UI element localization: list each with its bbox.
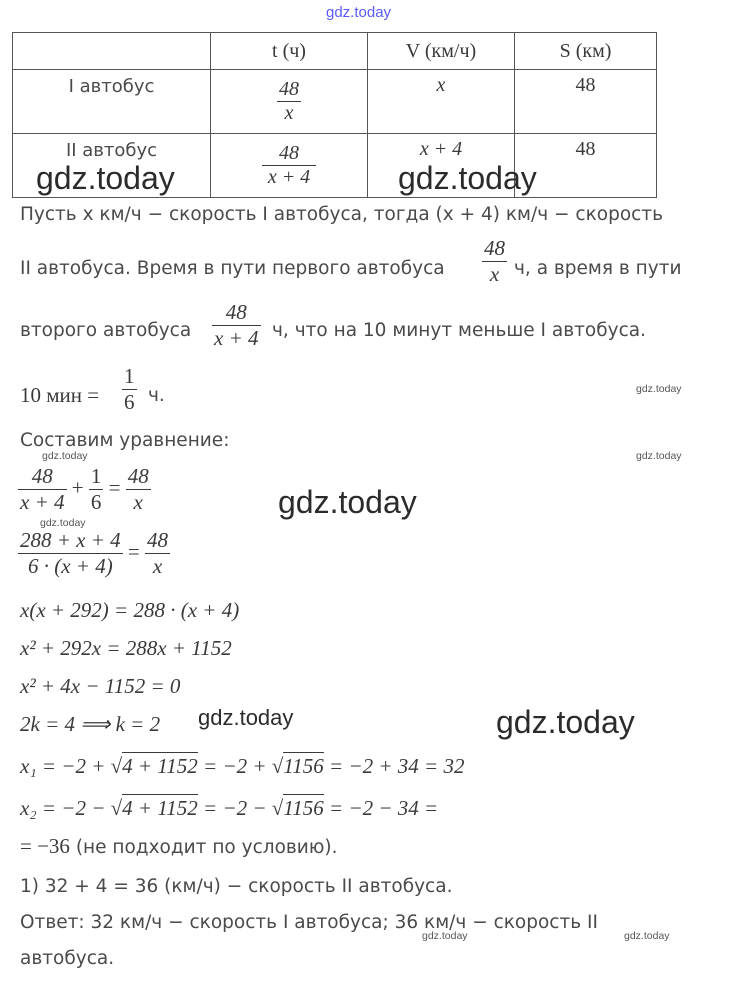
- equation-6: 2k = 4 ⟹ k = 2: [20, 712, 161, 736]
- cell-distance-bus1: 48: [515, 70, 657, 134]
- row-label-bus1: I автобус: [13, 70, 211, 134]
- equation-1: $\frac{48}{x + 4}$ + $\frac{1}{6}$ = $\frac{48}{x}$: [20, 464, 149, 514]
- table-header-empty: [13, 33, 211, 70]
- watermark-big: gdz.today: [278, 484, 417, 520]
- watermark-top: gdz.today: [326, 4, 392, 21]
- watermark-small: gdz.today: [636, 383, 682, 395]
- text-paragraph-3b: ч, что на 10 минут меньше I автобуса.: [272, 320, 646, 341]
- equation-8: x₂ = −2 − √4 + 1152 = −2 − √1156 = −2 − 34 =: [20, 796, 439, 820]
- fraction-48-x-plus-4: $\frac{48}{x + 4}$: [262, 142, 316, 189]
- watermark-medium: gdz.today: [198, 705, 294, 730]
- text-step-1: 1) 32 + 4 = 36 (км/ч) − скорость II автобуса.: [20, 876, 453, 897]
- text-paragraph-1: Пусть x км/ч − скорость I автобуса, тогда (x + 4) км/ч − скорость: [20, 204, 663, 225]
- watermark-small: gdz.today: [624, 930, 670, 942]
- fraction-48-x: $\frac{48}{x}$: [484, 236, 505, 286]
- watermark-big: gdz.today: [398, 160, 537, 196]
- cell-time-bus1: [211, 70, 368, 134]
- text-make-equation: Составим уравнение:: [20, 430, 230, 451]
- watermark-big: gdz.today: [496, 704, 635, 740]
- equation-3: x(x + 292) = 288 · (x + 4): [20, 598, 240, 622]
- cell-speed-bus1: x: [368, 70, 515, 134]
- table-header-distance: S (км): [515, 33, 657, 70]
- equation-5: x² + 4x − 1152 = 0: [20, 674, 181, 698]
- fraction-48-x-plus-4: $\frac{48}{x + 4}$: [214, 300, 259, 350]
- table-header-time: t (ч): [211, 33, 368, 70]
- cell-distance-bus2: 48: [515, 134, 657, 198]
- text-answer-end: автобуса.: [20, 948, 115, 969]
- table-row: [13, 70, 657, 134]
- equation-9: = −36 (не подходит по условию).: [20, 834, 338, 858]
- watermark-big: gdz.today: [36, 160, 175, 196]
- text-hours: ч.: [148, 385, 165, 406]
- text-paragraph-3a: второго автобуса: [20, 320, 192, 341]
- text-paragraph-2a: II автобуса. Время в пути первого автобуса: [20, 258, 445, 279]
- watermark-small: gdz.today: [636, 450, 682, 462]
- text-paragraph-2b: ч, а время в пути: [514, 258, 682, 279]
- watermark-small: gdz.today: [42, 450, 88, 462]
- table-header-row: [13, 33, 657, 70]
- text-answer: Ответ: 32 км/ч − скорость I автобуса; 36 км/ч − скорость II: [20, 912, 598, 933]
- watermark-small: gdz.today: [40, 517, 86, 529]
- watermark-small: gdz.today: [422, 930, 468, 942]
- table-header-speed: V (км/ч): [368, 33, 515, 70]
- equation-7: x₁ = −2 + √4 + 1152 = −2 + √1156 = −2 + 34 = 32: [20, 754, 465, 778]
- text-10-min: 10 мин =: [20, 383, 100, 407]
- cell-speed-bus2: x + 4: [368, 134, 515, 198]
- equation-2: $\frac{288 + x + 4}{6 \cdot (x + 4)}$ = $\frac{48}{x}$: [20, 528, 169, 578]
- equation-4: x² + 292x = 288x + 1152: [20, 636, 232, 660]
- row-label-bus2: II автобус: [13, 134, 211, 198]
- fraction-48-x: $\frac{48}{x}$: [279, 78, 299, 124]
- fraction-1-6: $\frac{1}{6}$: [124, 364, 135, 414]
- cell-time-bus2: [211, 134, 368, 198]
